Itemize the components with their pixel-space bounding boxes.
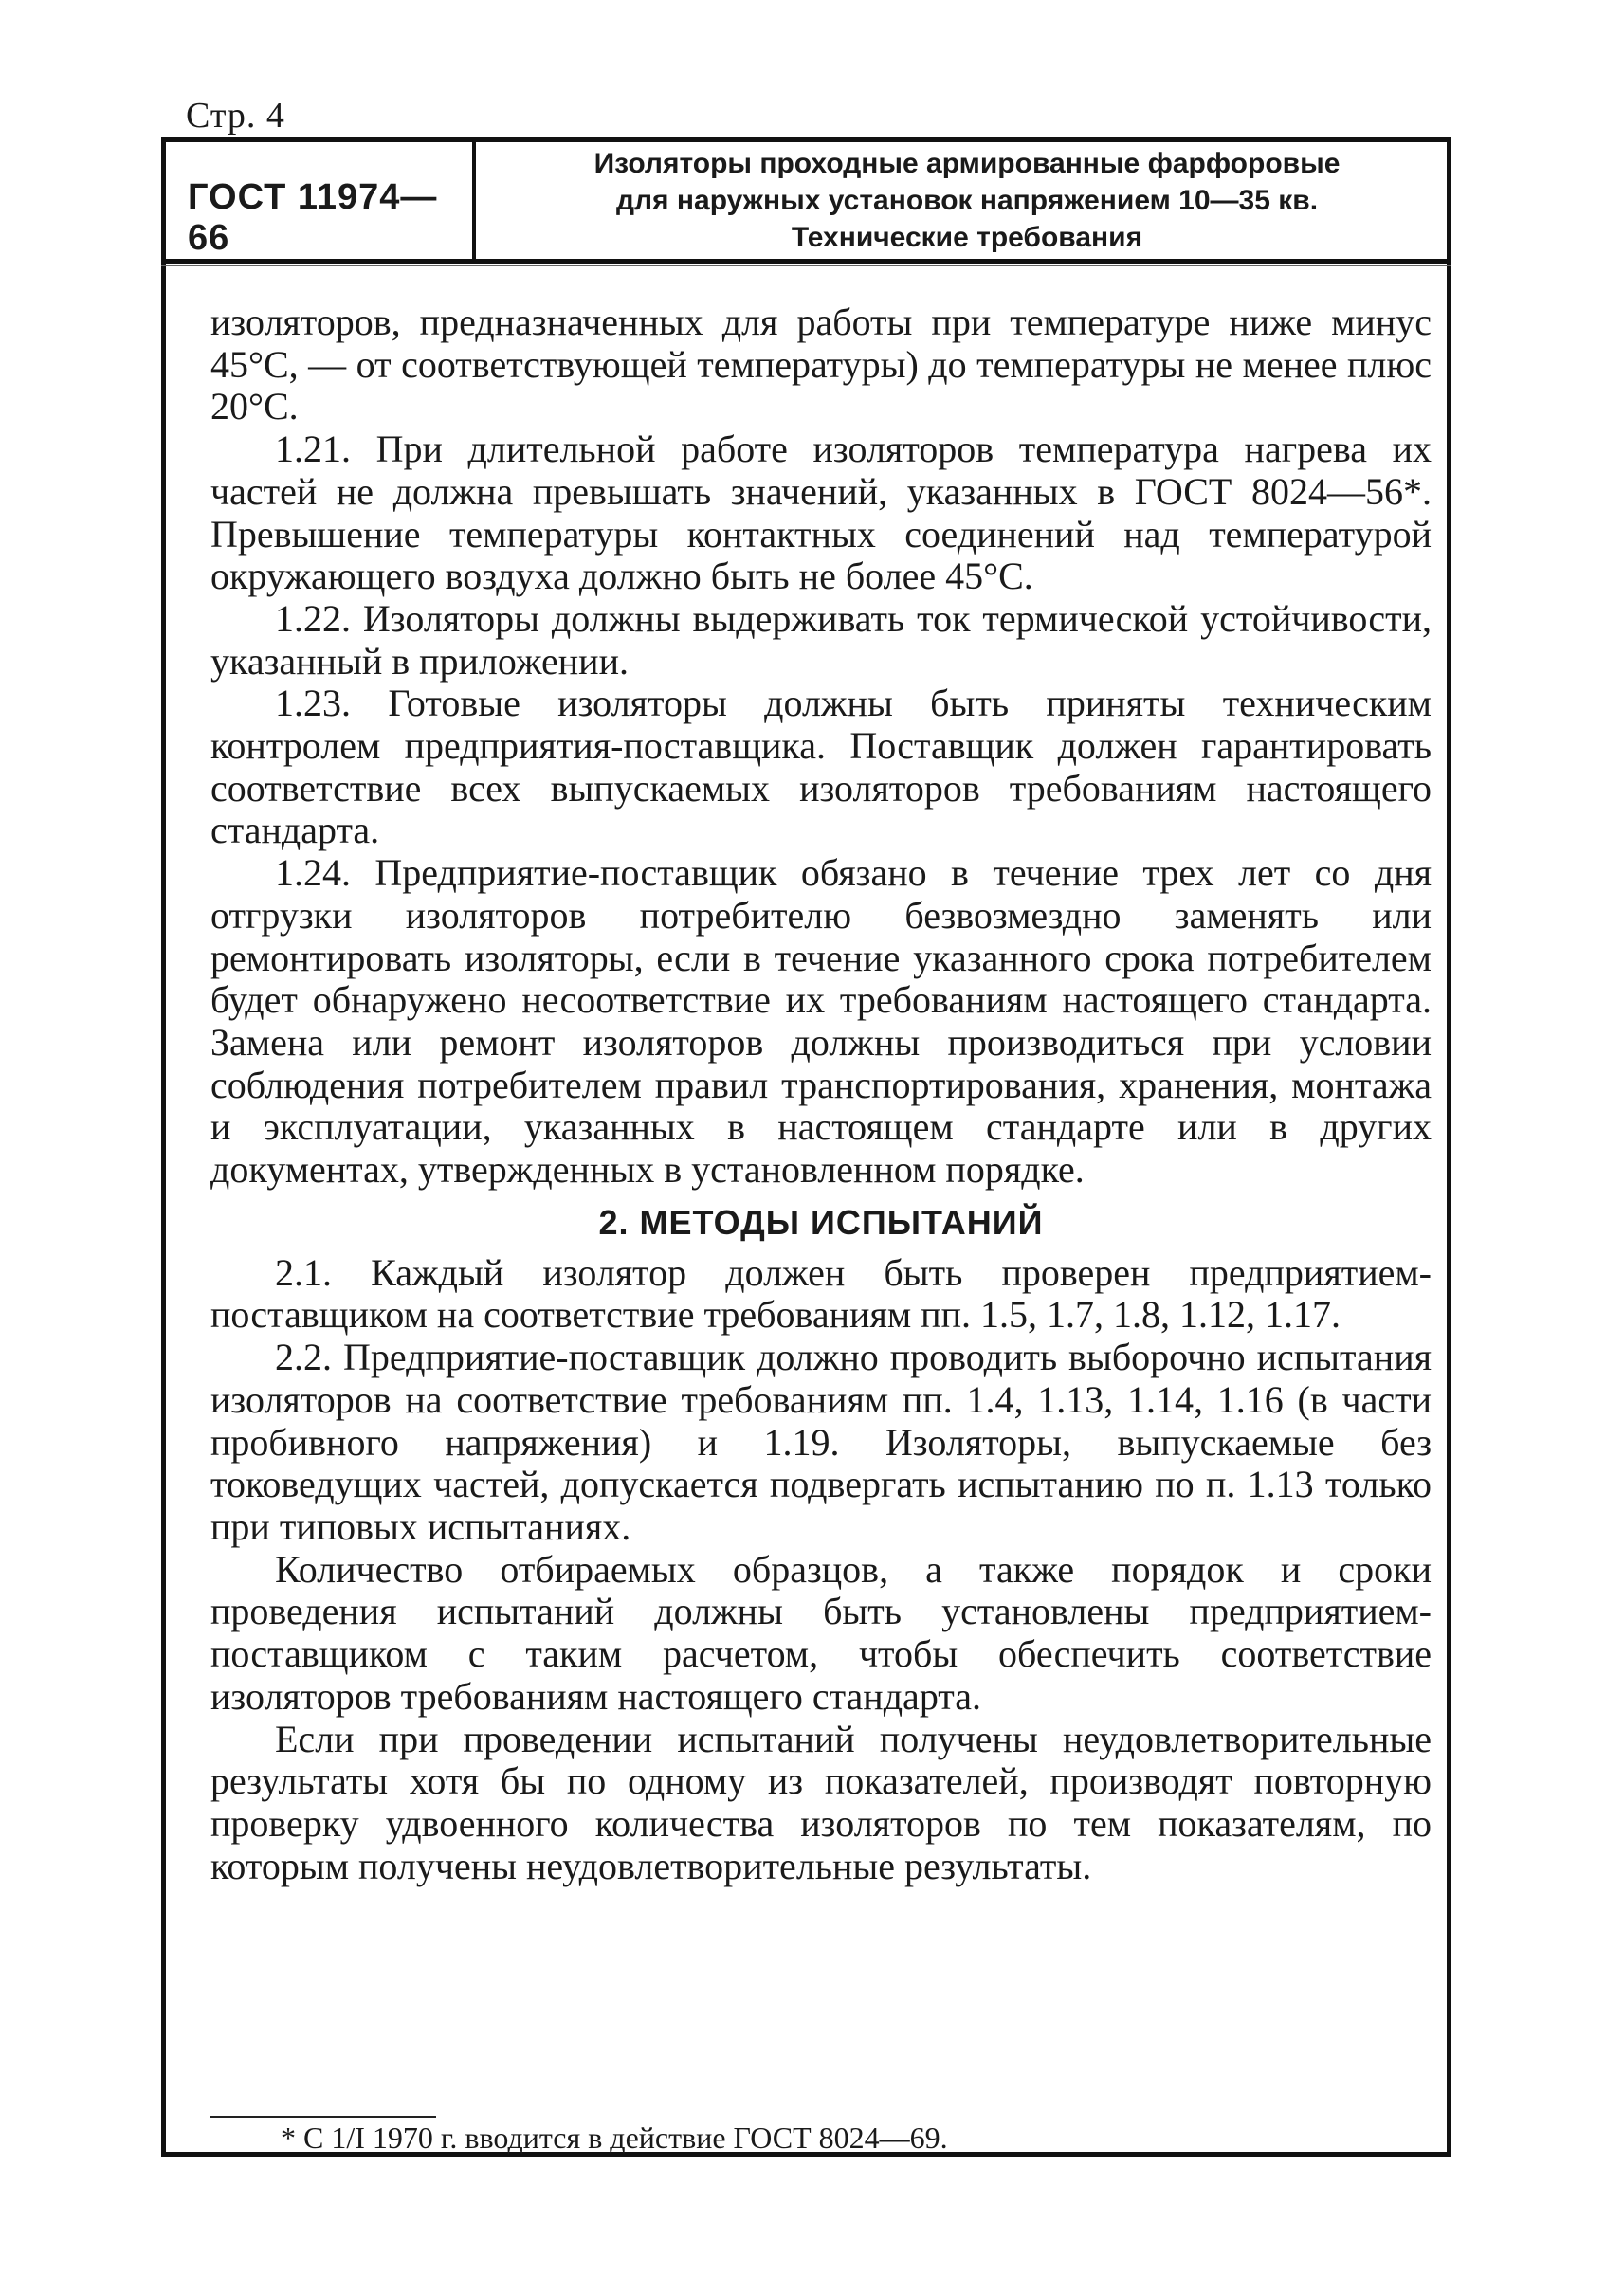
paragraph-1-22: 1.22. Изоляторы должны выдерживать ток термической устойчивости, указанный в приложении.	[210, 596, 1432, 683]
paragraph-1-21: 1.21. При длительной работе изоляторов температура нагрева их частей не должна превышать значений, указанных в ГОСТ 8024—56*. Превышение температуры контактных соединений над температурой окружающего воздуха должно быть не более 45°С.	[210, 428, 1432, 598]
page-body	[210, 301, 1432, 1887]
title-line-2: для наружных установок напряжением 10—35 кв.	[615, 185, 1319, 216]
section-heading: 2. МЕТОДЫ ИСПЫТАНИЙ	[598, 1202, 1044, 1242]
paragraph-1-23: 1.23. Готовые изоляторы должны быть приняты техническим контролем предприятия-поставщика. Поставщик должен гарантировать соответствие всех выпускаемых изоляторов требованиям настоящего стандарта.	[210, 682, 1432, 852]
paragraph-2-2: 2.2. Предприятие-поставщик должно проводить выборочно испытания изоляторов на соответствие требованиям пп. 1.4, 1.13, 1.14, 1.16 (в части пробивного напряжения) и 1.19. Изоляторы, выпускаемые без токоведущих частей, допускается подвергать испытанию по п. 1.13 только при типовых испытаниях.	[210, 1336, 1432, 1548]
footnote-rule	[210, 2116, 436, 2118]
document-title	[493, 145, 1441, 256]
paragraph-samples: Количество отбираемых образцов, а также порядок и сроки проведения испытаний должны быть установлены предприятием-поставщиком с таким расчетом, чтобы обеспечить соответствие изоляторов требованиям настоящего стандарта.	[210, 1547, 1432, 1718]
title-line-1: Изоляторы проходные армированные фарфоровые	[593, 148, 1341, 179]
frame-left-rule	[161, 137, 166, 2157]
paragraph-continuation: изоляторов, предназначенных для работы при температуре ниже минус 45°С, — от соответствующей температуры) до температуры не менее плюс 20°С.	[210, 301, 1432, 428]
title-line-3: Технические требования	[791, 222, 1143, 253]
standard-code: ГОСТ 11974—66	[188, 177, 438, 258]
footnote: * С 1/I 1970 г. вводится в действие ГОСТ 8024—69.	[281, 2121, 948, 2155]
header-divider	[472, 142, 476, 259]
frame-right-rule	[1447, 137, 1451, 2157]
header-bottom-rule	[161, 259, 1451, 264]
frame-top-rule	[161, 137, 1451, 142]
header-bottom-thin-rule	[161, 265, 1451, 266]
paragraph-1-24: 1.24. Предприятие-поставщик обязано в течение трех лет со дня отгрузки изоляторов потребителю безвозмездно заменять или ремонтировать изоляторы, если в течение указанного срока потребителем будет обнаружено несоответствие их требованиям настоящего стандарта. Замена или ремонт изоляторов должны производиться при условии соблюдения потребителем правил транспортирования, хранения, монтажа и эксплуатации, указанных в настоящем стандарте или в других документах, утвержденных в установленном порядке.	[210, 851, 1432, 1192]
paragraph-2-1: 2.1. Каждый изолятор должен быть проверен предприятием-поставщиком на соответствие требованиям пп. 1.5, 1.7, 1.8, 1.12, 1.17.	[210, 1250, 1432, 1337]
paragraph-retest: Если при проведении испытаний получены неудовлетворительные результаты хотя бы по одному из показателей, производят повторную проверку удвоенного количества изоляторов по тем показателям, по которым получены неудовлетворительные результаты.	[210, 1717, 1432, 1887]
page-number: Стр. 4	[186, 96, 285, 136]
